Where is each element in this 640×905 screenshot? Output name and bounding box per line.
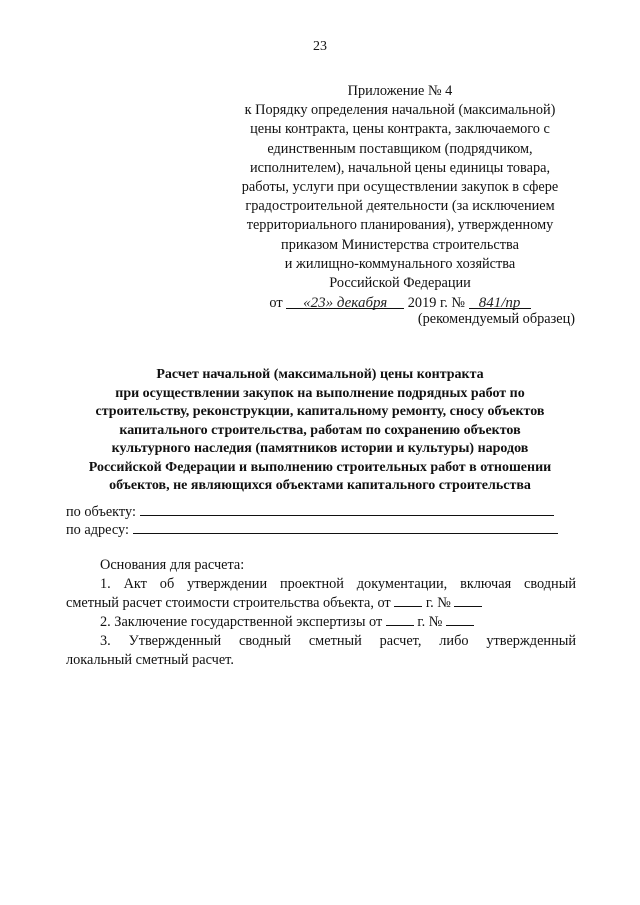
word: Акт — [123, 576, 147, 592]
appendix-line: приказом Министерства строительства — [281, 236, 519, 253]
basis-item-3-line-1 — [66, 632, 576, 651]
word: расчет, — [379, 633, 422, 649]
title-line: объектов, не являющихся объектами капитального строительства — [109, 478, 531, 493]
appendix-line: исполнителем), начальной цены единицы товара, — [249, 159, 551, 176]
word: сводный — [524, 576, 576, 592]
basis-text: г. № — [417, 614, 443, 630]
address-blank-line[interactable] — [133, 521, 558, 534]
word: сметный — [308, 633, 362, 649]
word: сводный — [239, 633, 291, 649]
appendix-title: Приложение № 4 — [347, 83, 453, 99]
object-label: по объекту: — [66, 504, 136, 520]
recommended-sample-note: (рекомендуемый образец) — [417, 311, 575, 327]
appendix-line: цены контракта, цены контракта, заключаемого с — [250, 121, 550, 138]
date-blank[interactable] — [394, 594, 422, 607]
basis-item-2 — [66, 613, 576, 632]
title-line: культурного наследия (памятников истории и культуры) народов — [111, 441, 529, 456]
number-blank[interactable] — [454, 594, 482, 607]
title-line: строительству, реконструкции, капитальному ремонту, сносу объектов — [95, 404, 545, 419]
title-line: капитального строительства, работам по сохранению объектов — [119, 422, 521, 438]
word: проектной — [279, 576, 344, 592]
word: либо — [439, 633, 469, 649]
appendix-line: градостроительной деятельности (за исключением — [245, 198, 555, 215]
calculation-basis — [66, 556, 576, 670]
date-year: 2019 г. № — [407, 295, 465, 312]
object-blank-line[interactable] — [140, 503, 554, 516]
word: 3. — [100, 633, 111, 649]
word: Утвержденный — [128, 633, 222, 649]
basis-text: 2. Заключение государственной экспертизы от — [100, 614, 383, 630]
title-line: при осуществлении закупок на выполнение подрядных работ по — [115, 385, 525, 401]
word: включая — [460, 576, 512, 592]
word: 1. — [100, 576, 111, 592]
document-title — [40, 366, 600, 496]
basis-item-1-line-2 — [66, 594, 576, 613]
appendix-line: Российской Федерации — [329, 275, 471, 292]
title-line: Российской Федерации и выполнению строительных работ в отношении — [88, 459, 552, 475]
basis-item-3-line-2: локальный сметный расчет. — [66, 652, 234, 668]
appendix-line: к Порядку определения начальной (максимальной) — [244, 102, 556, 119]
appendix-line: работы, услуги при осуществлении закупок в сфере — [241, 179, 559, 196]
basis-item-1-line-1 — [66, 575, 576, 594]
appendix-line: территориального планирования), утвержденному — [246, 217, 554, 234]
date-blank[interactable] — [386, 613, 414, 626]
number-blank[interactable] — [446, 613, 474, 626]
appendix-line: и жилищно-коммунального хозяйства — [284, 255, 516, 272]
title-line: Расчет начальной (максимальной) цены контракта — [156, 367, 484, 382]
object-field — [66, 503, 554, 521]
basis-text: сметный расчет стоимости строительства объекта, от — [66, 595, 391, 611]
address-label: по адресу: — [66, 522, 129, 538]
basis-text: г. № — [425, 595, 451, 611]
word: документации, — [356, 576, 448, 592]
address-field — [66, 521, 558, 539]
appendix-line: единственным поставщиком (подрядчиком, — [267, 140, 533, 157]
handwritten-date: «23» декабря — [286, 294, 404, 309]
date-prefix: от — [269, 295, 283, 312]
word: об — [159, 576, 175, 592]
appendix-block — [200, 82, 600, 313]
page-number: 23 — [313, 39, 327, 54]
handwritten-order-number: 841/пр — [469, 294, 531, 309]
basis-heading: Основания для расчета: — [100, 557, 245, 573]
word: утвержденный — [486, 633, 576, 649]
word: утверждении — [187, 576, 268, 592]
